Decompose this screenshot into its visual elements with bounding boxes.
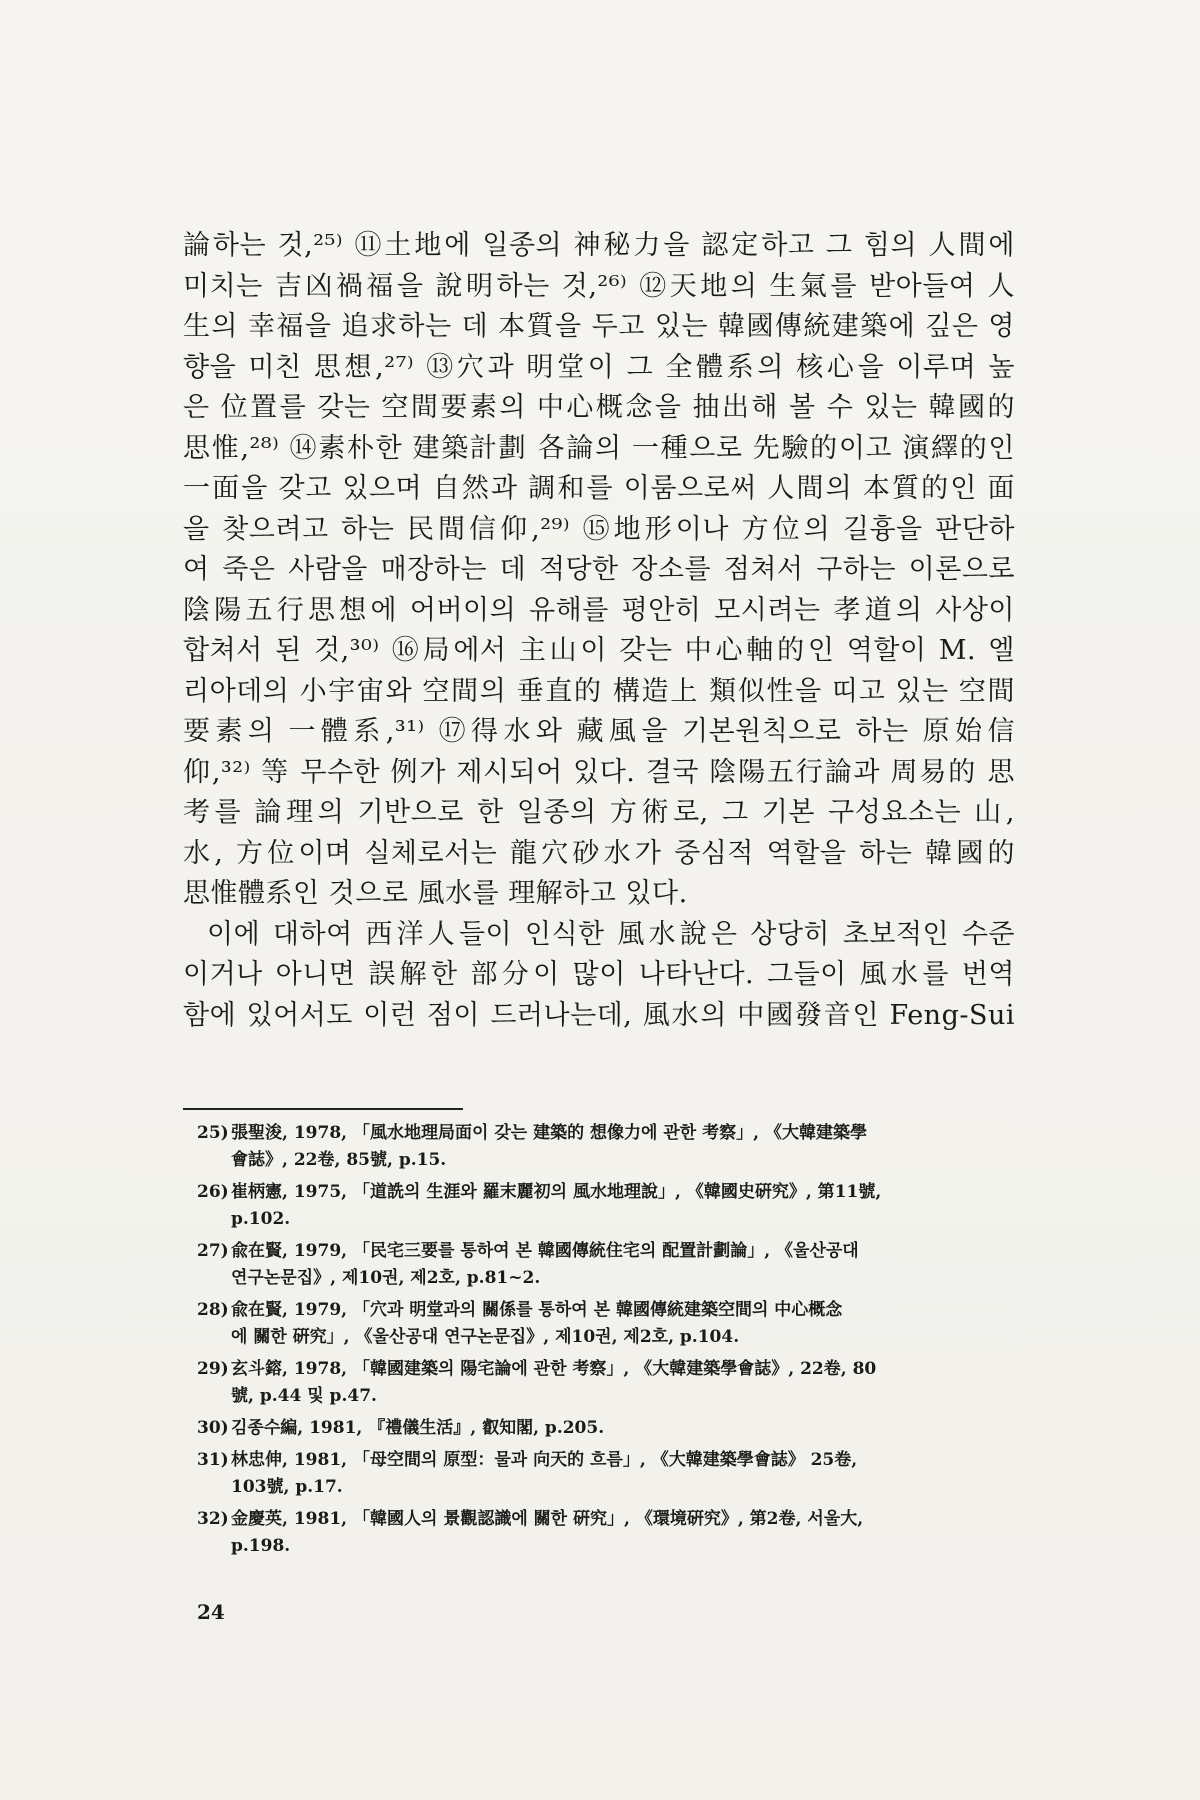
footnote-continuation: 103號, p.17.	[231, 1477, 343, 1497]
footnote-continuation: p.102.	[231, 1209, 291, 1229]
footnote	[197, 1120, 1015, 1174]
footnote-continuation: 會誌》, 22卷, 85號, p.15.	[231, 1150, 447, 1170]
footnote-text: 林忠伸, 1981, 「母空間의 原型：물과 向天的 흐름」, 《大韓建築學會誌》 25卷,	[231, 1450, 858, 1470]
footnote	[197, 1238, 1015, 1292]
body-line: 함에 있어서도 이런 점이 드러나는데, 風水의 中國發音인 Feng-Sui	[183, 999, 1015, 1031]
footnote-number: 30)	[197, 1418, 229, 1438]
body-line: 이거나 아니면 誤解한 部分이 많이 나타난다. 그들이 風水를 번역	[183, 959, 1015, 990]
footnote-text: 兪在賢, 1979, 「穴과 明堂과의 關係를 통하여 본 韓國傳統建築空間의 中心概念	[231, 1300, 843, 1320]
body-line: 要素의 一體系,³¹⁾ ⑰得水와 藏風을 기본원칙으로 하는 原始信	[183, 716, 1015, 747]
footnote-text: 張聖浚, 1978, 「風水地理局面이 갖는 建築的 想像力에 관한 考察」, 《大韓建築學	[231, 1123, 867, 1143]
footnote-text: 兪在賢, 1979, 「民宅三要를 통하여 본 韓國傳統住宅의 配置計劃論」, 《울산공대	[231, 1241, 859, 1261]
footnote	[197, 1415, 1015, 1442]
body-line: 論하는 것,²⁵⁾ ⑪土地에 일종의 神秘力을 認定하고 그 힘의 人間에	[183, 230, 1015, 261]
footnote-number: 29)	[197, 1359, 229, 1379]
footnote-text: 金慶英, 1981, 「韓國人의 景觀認識에 關한 硏究」, 《環境硏究》, 第2卷, 서울大,	[231, 1509, 864, 1529]
footnote-continuation: p.198.	[231, 1536, 291, 1556]
body-line: 을 찾으려고 하는 民間信仰,²⁹⁾ ⑮地形이나 方位의 길흉을 판단하	[183, 513, 1015, 545]
footnote-divider	[183, 1108, 463, 1110]
footnote-continuation: 에 關한 硏究」, 《울산공대 연구논문집》, 제10권, 제2호, p.104.	[231, 1327, 740, 1347]
footnotes	[197, 1120, 1015, 1565]
footnote	[197, 1297, 1015, 1351]
body-line: 합쳐서 된 것,³⁰⁾ ⑯局에서 主山이 갖는 中心軸的인 역할이 M. 엘	[183, 635, 1015, 666]
footnote-continuation: 號, p.44 및 p.47.	[231, 1386, 377, 1406]
footnote-text: 김종수編, 1981, 『禮儀生活』, 叡知閣, p.205.	[231, 1418, 605, 1438]
body-line: 리아데의 小宇宙와 空間의 垂直的 構造上 類似性을 띠고 있는 空間	[183, 675, 1015, 707]
page-number: 24	[197, 1600, 225, 1624]
footnote-continuation: 연구논문집》, 제10권, 제2호, p.81~2.	[231, 1268, 541, 1288]
body-line: 思惟體系인 것으로 風水를 理解하고 있다.	[183, 878, 688, 909]
footnote-number: 25)	[197, 1123, 229, 1143]
body-line: 一面을 갖고 있으며 自然과 調和를 이룸으로써 人間의 本質的인 面	[183, 473, 1015, 504]
body-text	[183, 226, 1015, 1036]
body-line: 이에 대하여 西洋人들이 인식한 風水說은 상당히 초보적인 수준	[207, 918, 1015, 950]
footnote	[197, 1447, 1015, 1501]
footnote-number: 26)	[197, 1182, 229, 1202]
footnote-text: 玄斗鎔, 1978, 「韓國建築의 陽宅論에 관한 考察」, 《大韓建築學會誌》, 22卷, 80	[231, 1359, 877, 1379]
body-line: 향을 미친 思想,²⁷⁾ ⑬穴과 明堂이 그 全體系의 核心을 이루며 높	[183, 351, 1015, 383]
body-line: 은 位置를 갖는 空間要素의 中心概念을 抽出해 볼 수 있는 韓國的	[183, 392, 1015, 423]
body-line: 仰,³²⁾ 等 무수한 例가 제시되어 있다. 결국 陰陽五行論과 周易的 思	[183, 756, 1015, 788]
body-line: 考를 論理의 기반으로 한 일종의 方術로, 그 기본 구성요소는 山,	[183, 797, 1015, 828]
body-line: 여 죽은 사람을 매장하는 데 적당한 장소를 점쳐서 구하는 이론으로	[183, 554, 1015, 585]
body-line: 水, 方位이며 실체로서는 龍穴砂水가 중심적 역할을 하는 韓國的	[183, 837, 1015, 869]
footnote	[197, 1179, 1015, 1233]
body-line: 生의 幸福을 追求하는 데 本質을 두고 있는 韓國傳統建築에 깊은 영	[183, 311, 1015, 342]
footnote-number: 31)	[197, 1450, 229, 1470]
body-line: 陰陽五行思想에 어버이의 유해를 평안히 모시려는 孝道의 사상이	[183, 594, 1015, 626]
footnote-text: 崔柄憲, 1975, 「道詵의 生涯와 羅末麗初의 風水地理說」, 《韓國史硏究》, 第11號,	[231, 1182, 882, 1202]
footnote	[197, 1506, 1015, 1560]
footnote-number: 28)	[197, 1300, 229, 1320]
footnote-number: 27)	[197, 1241, 229, 1261]
footnote-number: 32)	[197, 1509, 229, 1529]
body-line: 미치는 吉凶禍福을 說明하는 것,²⁶⁾ ⑫天地의 生氣를 받아들여 人	[183, 270, 1015, 302]
footnote	[197, 1356, 1015, 1410]
body-line: 思惟,²⁸⁾ ⑭素朴한 建築計劃 各論의 一種으로 先驗的이고 演繹的인	[183, 432, 1015, 464]
